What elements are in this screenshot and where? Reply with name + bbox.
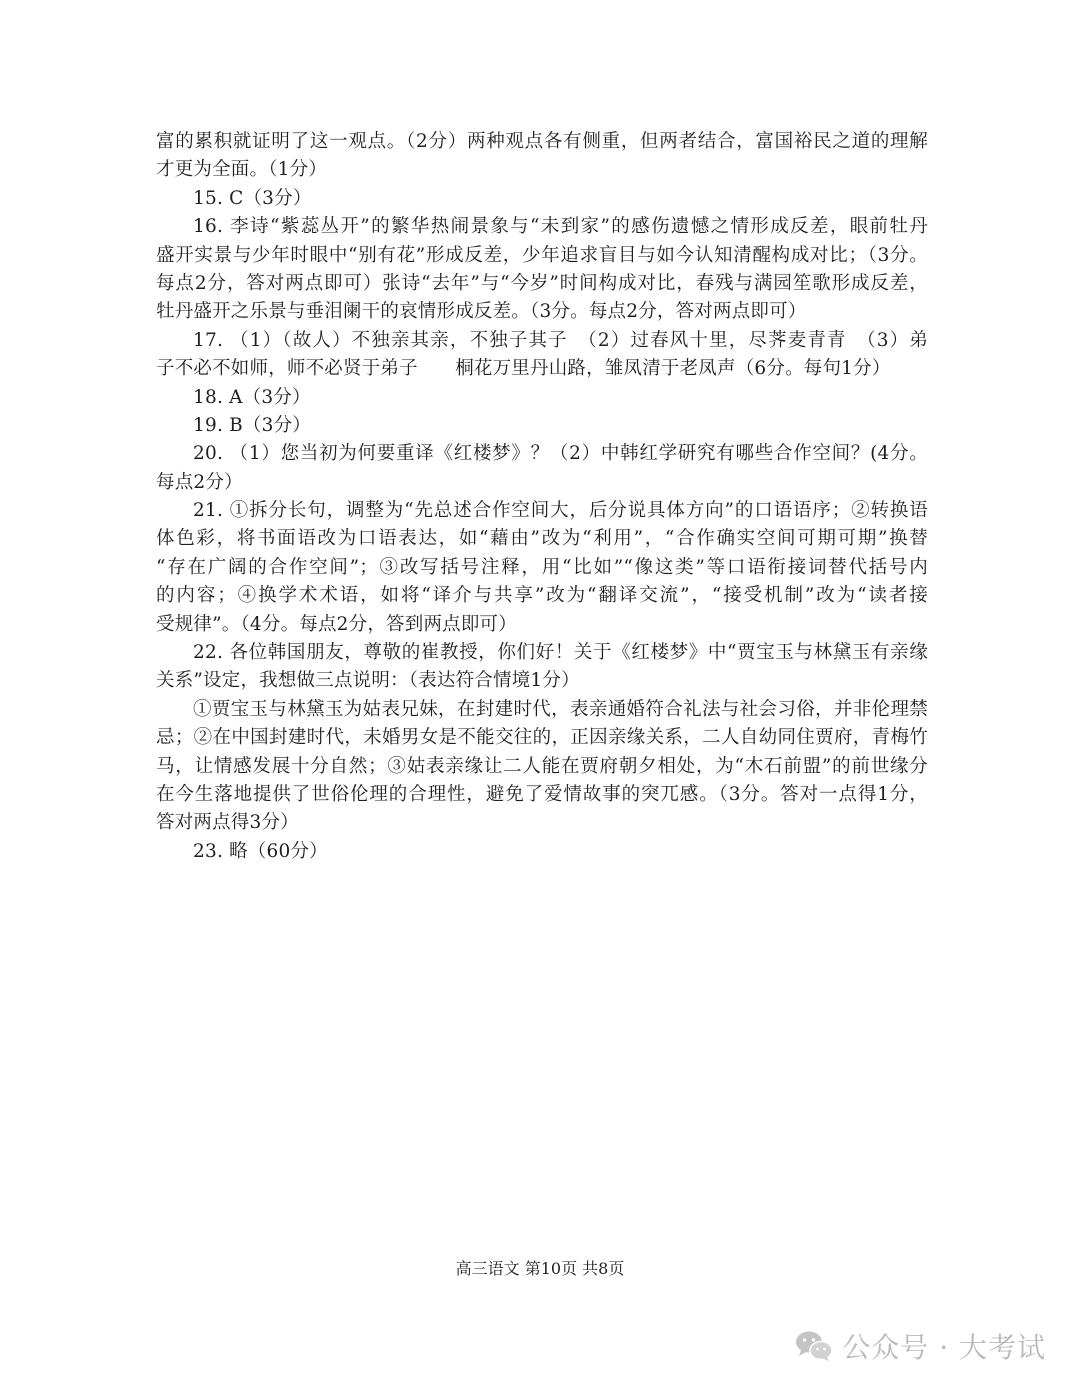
- answer-key-body: [156, 128, 928, 866]
- text-line: 的内容；④换学术术语，如将“译介与共享”改为“翻译交流”，“接受机制”改为“读者接: [156, 585, 928, 607]
- text-line: 22. 各位韩国朋友，尊敬的崔教授，你们好！关于《红楼梦》中“贾宝玉与林黛玉有亲缘: [193, 642, 928, 664]
- text-line: “存在广阔的合作空间”；③改写括号注释，用“比如”“像这类”等口语衔接词替代括号内: [156, 556, 928, 578]
- wechat-icon: [794, 1329, 834, 1363]
- text-line: 马，让情感发展十分自然；③姑表亲缘让二人能在贾府朝夕相处，为“木石前盟”的前世缘分: [156, 755, 928, 777]
- text-line: 忌；②在中国封建时代，未婚男女是不能交往的，正因亲缘关系，二人自幼同住贾府，青梅竹: [156, 727, 928, 749]
- text-line: 富的累积就证明了这一观点。（2分）两种观点各有侧重，但两者结合，富国裕民之道的理解: [156, 131, 928, 152]
- text-line: 答对两点得3分）: [156, 812, 299, 834]
- text-line: 20. （1）您当初为何要重译《红楼梦》？（2）中韩红学研究有哪些合作空间？(4分。: [193, 443, 928, 465]
- text-line: 才更为全面。（1分）: [156, 159, 328, 181]
- text-line: 每点2分，答对两点即可）张诗“去年”与“今岁”时间构成对比，春残与满园笙歌形成反差，: [156, 272, 928, 294]
- text-line: 受规律”。（4分。每点2分，答到两点即可）: [156, 613, 517, 635]
- text-line: 牡丹盛开之乐景与垂泪阑干的哀情形成反差。（3分。每点2分，答对两点即可）: [156, 301, 807, 323]
- text-line: ①贾宝玉与林黛玉为姑表兄妹，在封建时代，表亲通婚符合礼法与社会习俗，并非伦理禁: [193, 698, 928, 720]
- watermark-text: 公众号 · 大考试: [842, 1331, 1046, 1364]
- text-line: 19. B（3分）: [193, 414, 311, 436]
- text-line: 16. 李诗“紫蕊丛开”的繁华热闹景象与“未到家”的感伤遗憾之情形成反差，眼前牡丹: [193, 216, 928, 238]
- text-line: 23. 略（60分）: [193, 840, 328, 862]
- text-line: 关系”设定，我想做三点说明：（表达符合情境1分）: [156, 670, 580, 692]
- text-line: 子不必不如师，师不必贤于弟子 桐花万里丹山路，雏凤清于老凤声（6分。每句1分）: [156, 358, 891, 380]
- text-line: 21. ①拆分长句，调整为“先总述合作空间大，后分说具体方向”的口语语序；②转换语: [193, 500, 928, 522]
- text-line: 17. （1）（故人）不独亲其亲，不独子其子 （2）过春风十里，尽荠麦青青 （3）弟: [193, 329, 928, 351]
- page-footer: 高三语文 第10页 共8页: [455, 1259, 625, 1278]
- text-line: 每点2分）: [156, 471, 243, 493]
- text-line: 体色彩，将书面语改为口语表达，如“藉由”改为“利用”，“合作确实空间可期可期”换替: [156, 528, 928, 550]
- text-line: 盛开实景与少年时眼中“别有花”形成反差，少年追求盲目与如今认知清醒构成对比；（3分。: [156, 244, 928, 266]
- text-line: 18. A（3分）: [193, 386, 311, 408]
- text-line: 在今生落地提供了世俗伦理的合理性，避免了爱情故事的突兀感。（3分。答对一点得1分，: [156, 783, 928, 805]
- watermark: [794, 1326, 1046, 1366]
- text-line: 15. C（3分）: [193, 187, 312, 209]
